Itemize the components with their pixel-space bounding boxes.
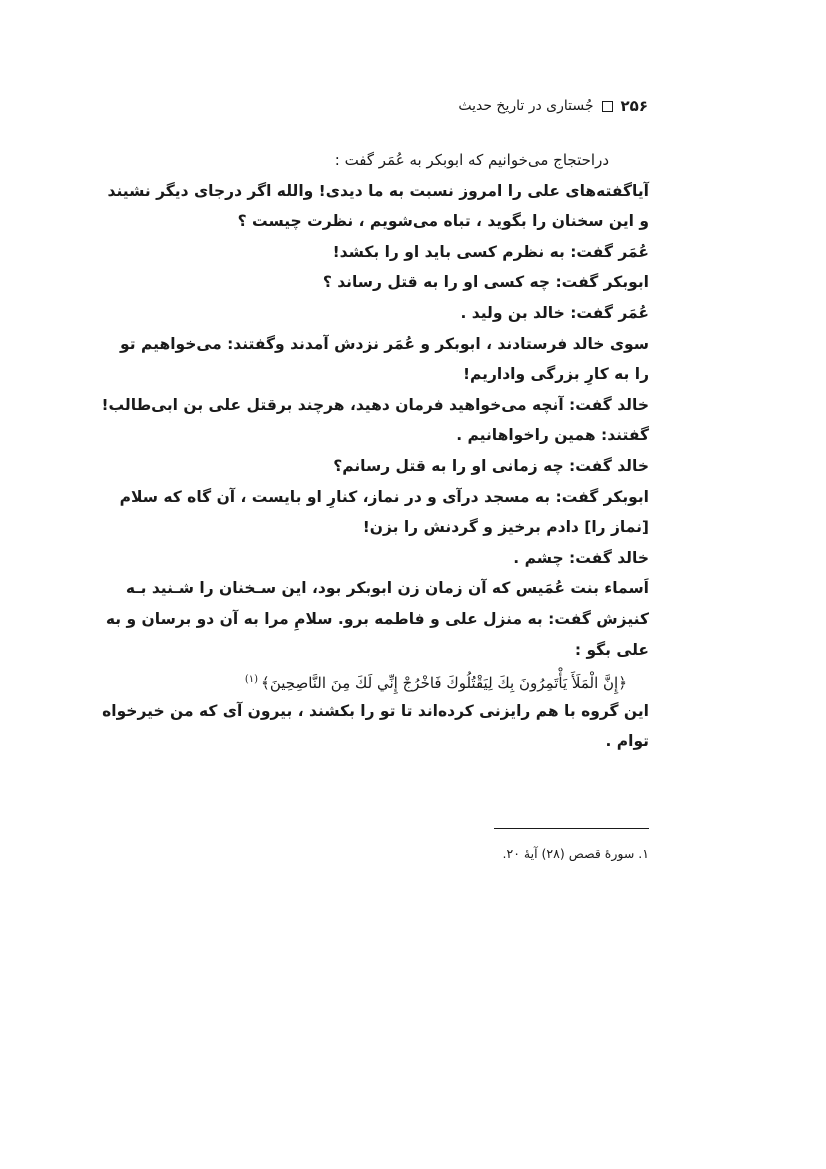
text-line: آیاگفته‌های علی را امروز نسبت به ما دیدی! والله اگر درجای دیگر نشیند xyxy=(107,181,649,200)
text-line: گفتند: همین راخواهانیم . xyxy=(456,426,649,445)
text-line: عُمَر گفت: به نظرم کسی باید او را بکشد! xyxy=(332,242,649,261)
book-title: جُستاری در تاریخ حدیث xyxy=(458,98,594,114)
text-line: خالد گفت: آنچه می‌خواهید فرمان دهید، هرچند برقتل علی بن ابی‌طالب! xyxy=(101,395,649,414)
text-line: سوی خالد فرستادند ، ابوبکر و عُمَر نزدش آمدند وگفتند: می‌خواهیم تو xyxy=(120,334,649,353)
text-line: عُمَر گفت: خالد بن ولید . xyxy=(460,303,649,322)
translation-line: توام . xyxy=(605,732,649,751)
page-header xyxy=(458,97,648,115)
text-line: اَسماء بنت عُمَیس که آن زمان زن ابوبکر بود، این سـخنان را شـنید بـه xyxy=(125,579,649,598)
footnote: ۱. سورهٔ قصص (۲۸) آیهٔ ۲۰. xyxy=(502,846,649,861)
page-number: ۲۵۶ xyxy=(620,97,648,115)
text-line: کنیزش گفت: به منزل علی و فاطمه برو. سلامِ مرا به آن دو برسان و به xyxy=(105,609,649,628)
intro-line: دراحتجاج می‌خوانیم که ابوبکر به عُمَر گفت : xyxy=(334,151,609,169)
quran-verse: ﴿إِنَّ الْمَلَأَ يَأْتَمِرُونَ بِكَ لِيَقْتُلُوكَ فَاخْرُجْ إِنِّي لَكَ مِنَ النَّاصِحِينَ﴾ xyxy=(261,674,627,693)
footnote-divider xyxy=(494,828,649,829)
translation-line: این گروه با هم رایزنی کرده‌اند تا تو را بکشند ، بیرون آی که من خیرخواه xyxy=(102,701,649,720)
text-line: و این سخنان را بگوید ، تباه می‌شویم ، نظرت چیست ؟ xyxy=(237,212,649,231)
text-line: ابوبکر گفت: به مسجد درآی و در نماز، کنارِ او بایست ، آن گاه که سلام xyxy=(119,487,649,506)
text-line: [نماز را] دادم برخیز و گردنش را بزن! xyxy=(362,518,649,537)
text-line: خالد گفت: چشم . xyxy=(513,548,649,567)
body-text xyxy=(101,145,649,757)
footnote-reference[interactable]: (۱) xyxy=(244,674,259,686)
text-line: خالد گفت: چه زمانی او را به قتل رسانم؟ xyxy=(333,456,649,475)
quran-verse-line xyxy=(171,665,649,696)
text-line: ابوبکر گفت: چه کسی او را به قتل رساند ؟ xyxy=(322,273,649,292)
square-icon xyxy=(602,101,613,112)
text-line: را به کارِ بزرگی واداریم! xyxy=(462,365,649,384)
text-line: علی بگو : xyxy=(574,640,649,659)
